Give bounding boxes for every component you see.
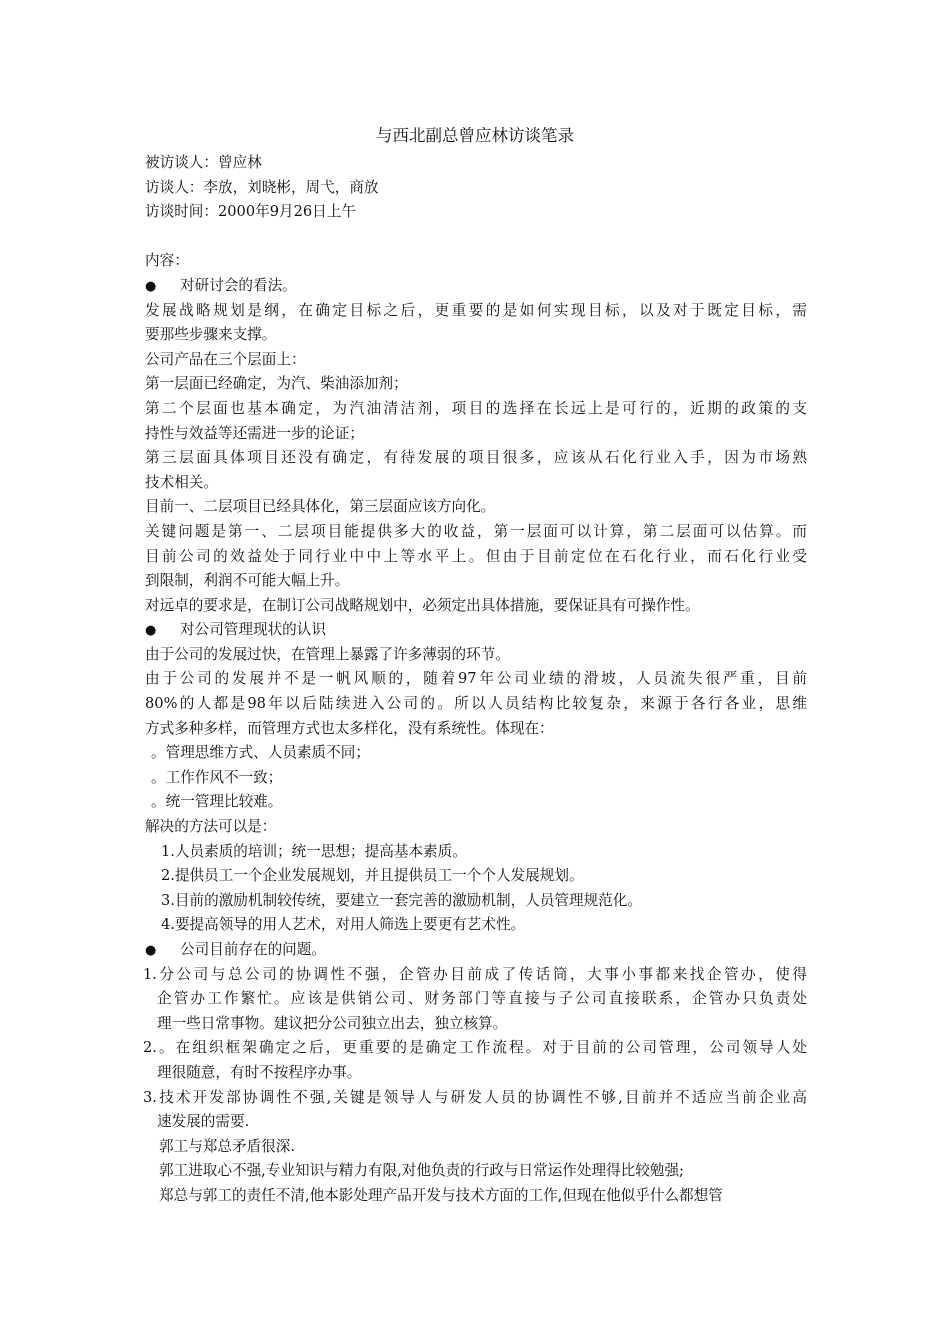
list-item: 。管理思维方式、人员素质不同； [151,744,370,762]
bullet-icon: ● [145,623,157,639]
blank-line [145,225,807,250]
paragraph-line: 持性与效益等还需进一步的论证； [145,424,364,442]
paragraph-line: 第二个层面也基本确定，为汽油清洁剂，项目的选择在长远上是可行的，近期的政策的支 [145,399,807,417]
numbered-item-line: 企管办工作繁忙。应该是供销公司、财务部门等直接与子公司直接联系，企管办只负责处 [157,990,807,1008]
numbered-item-line: 理很随意，有时不按程序办事。 [157,1063,362,1081]
document-body [145,151,807,1209]
paragraph-line: 方式多种多样，而管理方式也太多样化，没有系统性。体现在： [145,719,554,737]
sub-paragraph-line: 郭工与郑总矛盾很深. [159,1137,295,1155]
list-item: 2.提供员工一个企业发展规划，并且提供员工一个个人发展规划。 [161,867,584,885]
paragraph-line: 到限制，利润不可能大幅上升。 [145,572,350,590]
section-heading-3 [145,938,807,963]
list-item: 1.人员素质的培训；统一思想；提高基本素质。 [161,842,467,860]
bullet-icon: ● [145,278,157,294]
paragraph-line: 发展战略规划是纲，在确定目标之后，更重要的是如何实现目标，以及对于既定目标，需 [145,301,807,319]
list-item: 。统一管理比较难。 [151,793,283,811]
paragraph-line: 第三层面具体项目还没有确定，有待发展的项目很多，应该从石化行业入手，因为市场熟 [145,449,807,467]
sub-paragraph-line: 郭工进取心不强,专业知识与精力有限,对他负责的行政与日常运作处理得比较勉强; [159,1162,684,1180]
content-label: 内容： [145,252,189,270]
paragraph-line: 公司产品在三个层面上： [145,350,306,368]
section-heading-2 [145,618,807,643]
numbered-item-line: 速发展的需要. [157,1113,250,1131]
paragraph-line: 80%的人都是98年以后陆续进入公司的。所以人员结构比较复杂，来源于各行各业，思维 [145,695,807,713]
paragraph-line: 目前一、二层项目已经具体化，第三层面应该方向化。 [145,498,496,516]
section-heading-text: 对研讨会的看法。 [180,276,297,294]
paragraph-line: 目前公司的效益处于同行业中中上等水平上。但由于目前定位在石化行业，而石化行业受 [145,547,807,565]
paragraph-line: 由于公司的发展过快，在管理上暴露了许多薄弱的环节。 [145,645,510,663]
section-heading-text: 对公司管理现状的认识 [180,621,326,639]
section-heading-text: 公司目前存在的问题。 [180,941,326,958]
meta-time: 访谈时间：2000年9月26日上午 [145,203,356,221]
sub-paragraph-line: 郑总与郭工的责任不清,他本影处理产品开发与技术方面的工作,但现在他似乎什么都想管 [159,1186,723,1204]
list-item: 3.目前的激励机制较传统，要建立一套完善的激励机制，人员管理规范化。 [161,891,642,909]
section-heading-1 [145,274,807,299]
solution-label: 解决的方法可以是： [145,818,277,836]
numbered-item-line: 理一些日常事物。建议把分公司独立出去，独立核算。 [157,1014,508,1032]
numbered-item-line: 3.技术开发部协调性不强,关键是领导人与研发人员的协调性不够,目前并不适应当前企业高 [143,1088,807,1106]
numbered-item-line: 2.。在组织框架确定之后，更重要的是确定工作流程。对于目前的公司管理，公司领导人处 [143,1039,807,1057]
paragraph-line: 关键问题是第一、二层项目能提供多大的收益，第一层面可以计算，第二层面可以估算。而 [145,522,807,540]
paragraph-line: 对远卓的要求是，在制订公司战略规划中，必须定出具体措施，要保证具有可操作性。 [145,596,700,614]
list-item: 4.要提高领导的用人艺术，对用人筛选上要更有艺术性。 [161,916,526,934]
paragraph-line: 要那些步骤来支撑。 [145,326,277,344]
meta-interviewers: 访谈人：李放，刘晓彬，周弋，商放 [145,178,379,196]
meta-interviewee: 被访谈人：曾应林 [145,154,262,171]
paragraph-line: 技术相关。 [145,473,218,491]
list-item: 。工作作风不一致； [151,768,283,786]
document-title: 与西北副总曾应林访谈笔录 [376,126,574,145]
paragraph-line: 第一层面已经确定，为汽、柴油添加剂； [145,375,408,393]
bullet-icon: ● [145,943,157,958]
numbered-item-line: 1.分公司与总公司的协调性不强，企管办目前成了传话筒，大事小事都来找企管办，使得 [143,965,807,983]
paragraph-line: 由于公司的发展并不是一帆风顺的，随着97年公司业绩的滑坡，人员流失很严重，目前 [145,670,807,688]
